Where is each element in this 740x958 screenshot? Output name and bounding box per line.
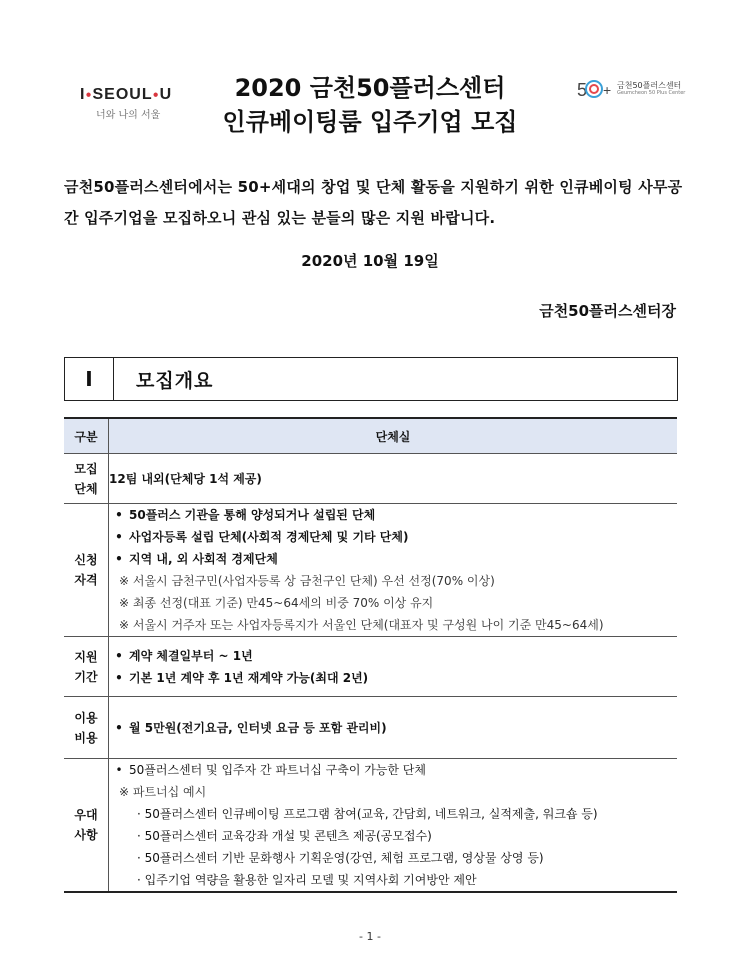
svg-text:5: 5	[577, 80, 588, 100]
example-item: · 입주기업 역량을 활용한 일자리 모델 및 지역사회 기여방안 제안	[137, 873, 477, 887]
table-row	[64, 454, 677, 504]
table-row	[64, 637, 677, 697]
row-content	[109, 697, 678, 759]
note-item: ※ 최종 선정(대표 기준) 만45~64세의 비중 70% 이상 유지	[119, 596, 434, 610]
table-header-row	[64, 418, 677, 454]
section-title: 모집개요	[136, 369, 214, 392]
table-row	[64, 759, 677, 893]
row-category: 이용 비용	[64, 697, 109, 759]
row-category: 신청 자격	[64, 504, 109, 637]
header-value: 단체실	[109, 418, 678, 454]
list-item: • 지역 내, 외 사회적 경제단체	[115, 552, 278, 566]
row-content	[109, 504, 678, 637]
note-item: ※ 서울시 거주자 또는 사업자등록지가 서울인 단체(대표자 및 구성원 나이 기준 만45~64세)	[119, 618, 604, 632]
svg-text:+: +	[603, 82, 612, 98]
list-item: • 50플러스센터 및 입주자 간 파트너십 구축이 가능한 단체	[115, 763, 426, 777]
center-logo-name: 금천50플러스센터	[617, 81, 682, 90]
page-number: - 1 -	[359, 930, 381, 943]
row-category: 지원 기간	[64, 637, 109, 697]
intro-paragraph: 금천50플러스센터에서는 50+세대의 창업 및 단체 활동을 지원하기 위한 인큐베이팅 사무공간 입주기업을 모집하오니 관심 있는 분들의 많은 지원 바랍니다.	[64, 178, 683, 227]
list-item: • 50플러스 기관을 통해 양성되거나 설립된 단체	[115, 508, 376, 522]
table-row	[64, 504, 677, 637]
partnership-note: ※ 파트너십 예시	[119, 785, 207, 799]
row-category: 모집 단체	[64, 454, 109, 504]
example-item: · 50플러스센터 교육강좌 개설 및 콘텐츠 제공(공모접수)	[137, 829, 432, 843]
section-heading-box	[64, 357, 678, 401]
section-number: Ⅰ	[65, 358, 114, 400]
announcement-date: 2020년 10월 19일	[301, 252, 439, 270]
seoul-slogan: 너와 나의 서울	[96, 110, 161, 121]
row-content	[109, 637, 678, 697]
list-item: • 계약 체결일부터 ~ 1년	[115, 648, 253, 663]
row-content: 12팀 내외(단체당 1석 제공)	[109, 454, 678, 504]
center-logo-sub: Geumcheon 50 Plus Center	[617, 90, 686, 96]
recruitment-table	[64, 417, 677, 893]
title-line-2: 인큐베이팅룸 입주기업 모집	[222, 108, 518, 136]
title-line-1: 2020 금천50플러스센터	[234, 74, 506, 102]
list-item: • 사업자등록 설립 단체(사회적 경제단체 및 기타 단체)	[115, 530, 409, 544]
table-row	[64, 697, 677, 759]
list-item: • 기본 1년 계약 후 1년 재계약 가능(최대 2년)	[115, 670, 369, 685]
header-category: 구분	[64, 418, 109, 454]
row-category: 우대 사항	[64, 759, 109, 893]
row-content	[109, 759, 678, 893]
priority-note: ※ 서울시 금천구민(사업자등록 상 금천구인 단체) 우선 선정(70% 이상)	[119, 574, 495, 588]
list-item: • 월 5만원(전기요금, 인터넷 요금 등 포함 관리비)	[115, 720, 387, 735]
example-item: · 50플러스센터 기반 문화행사 기획운영(강연, 체험 프로그램, 영상물 상영 등)	[137, 851, 544, 865]
seoul-brand-text: I●SEOUL●U	[80, 86, 173, 103]
director-signature: 금천50플러스센터장	[539, 302, 676, 320]
example-item: · 50플러스센터 인큐베이팅 프로그램 참여(교육, 간담회, 네트워크, 실적제출, 워크숍 등)	[137, 807, 598, 821]
